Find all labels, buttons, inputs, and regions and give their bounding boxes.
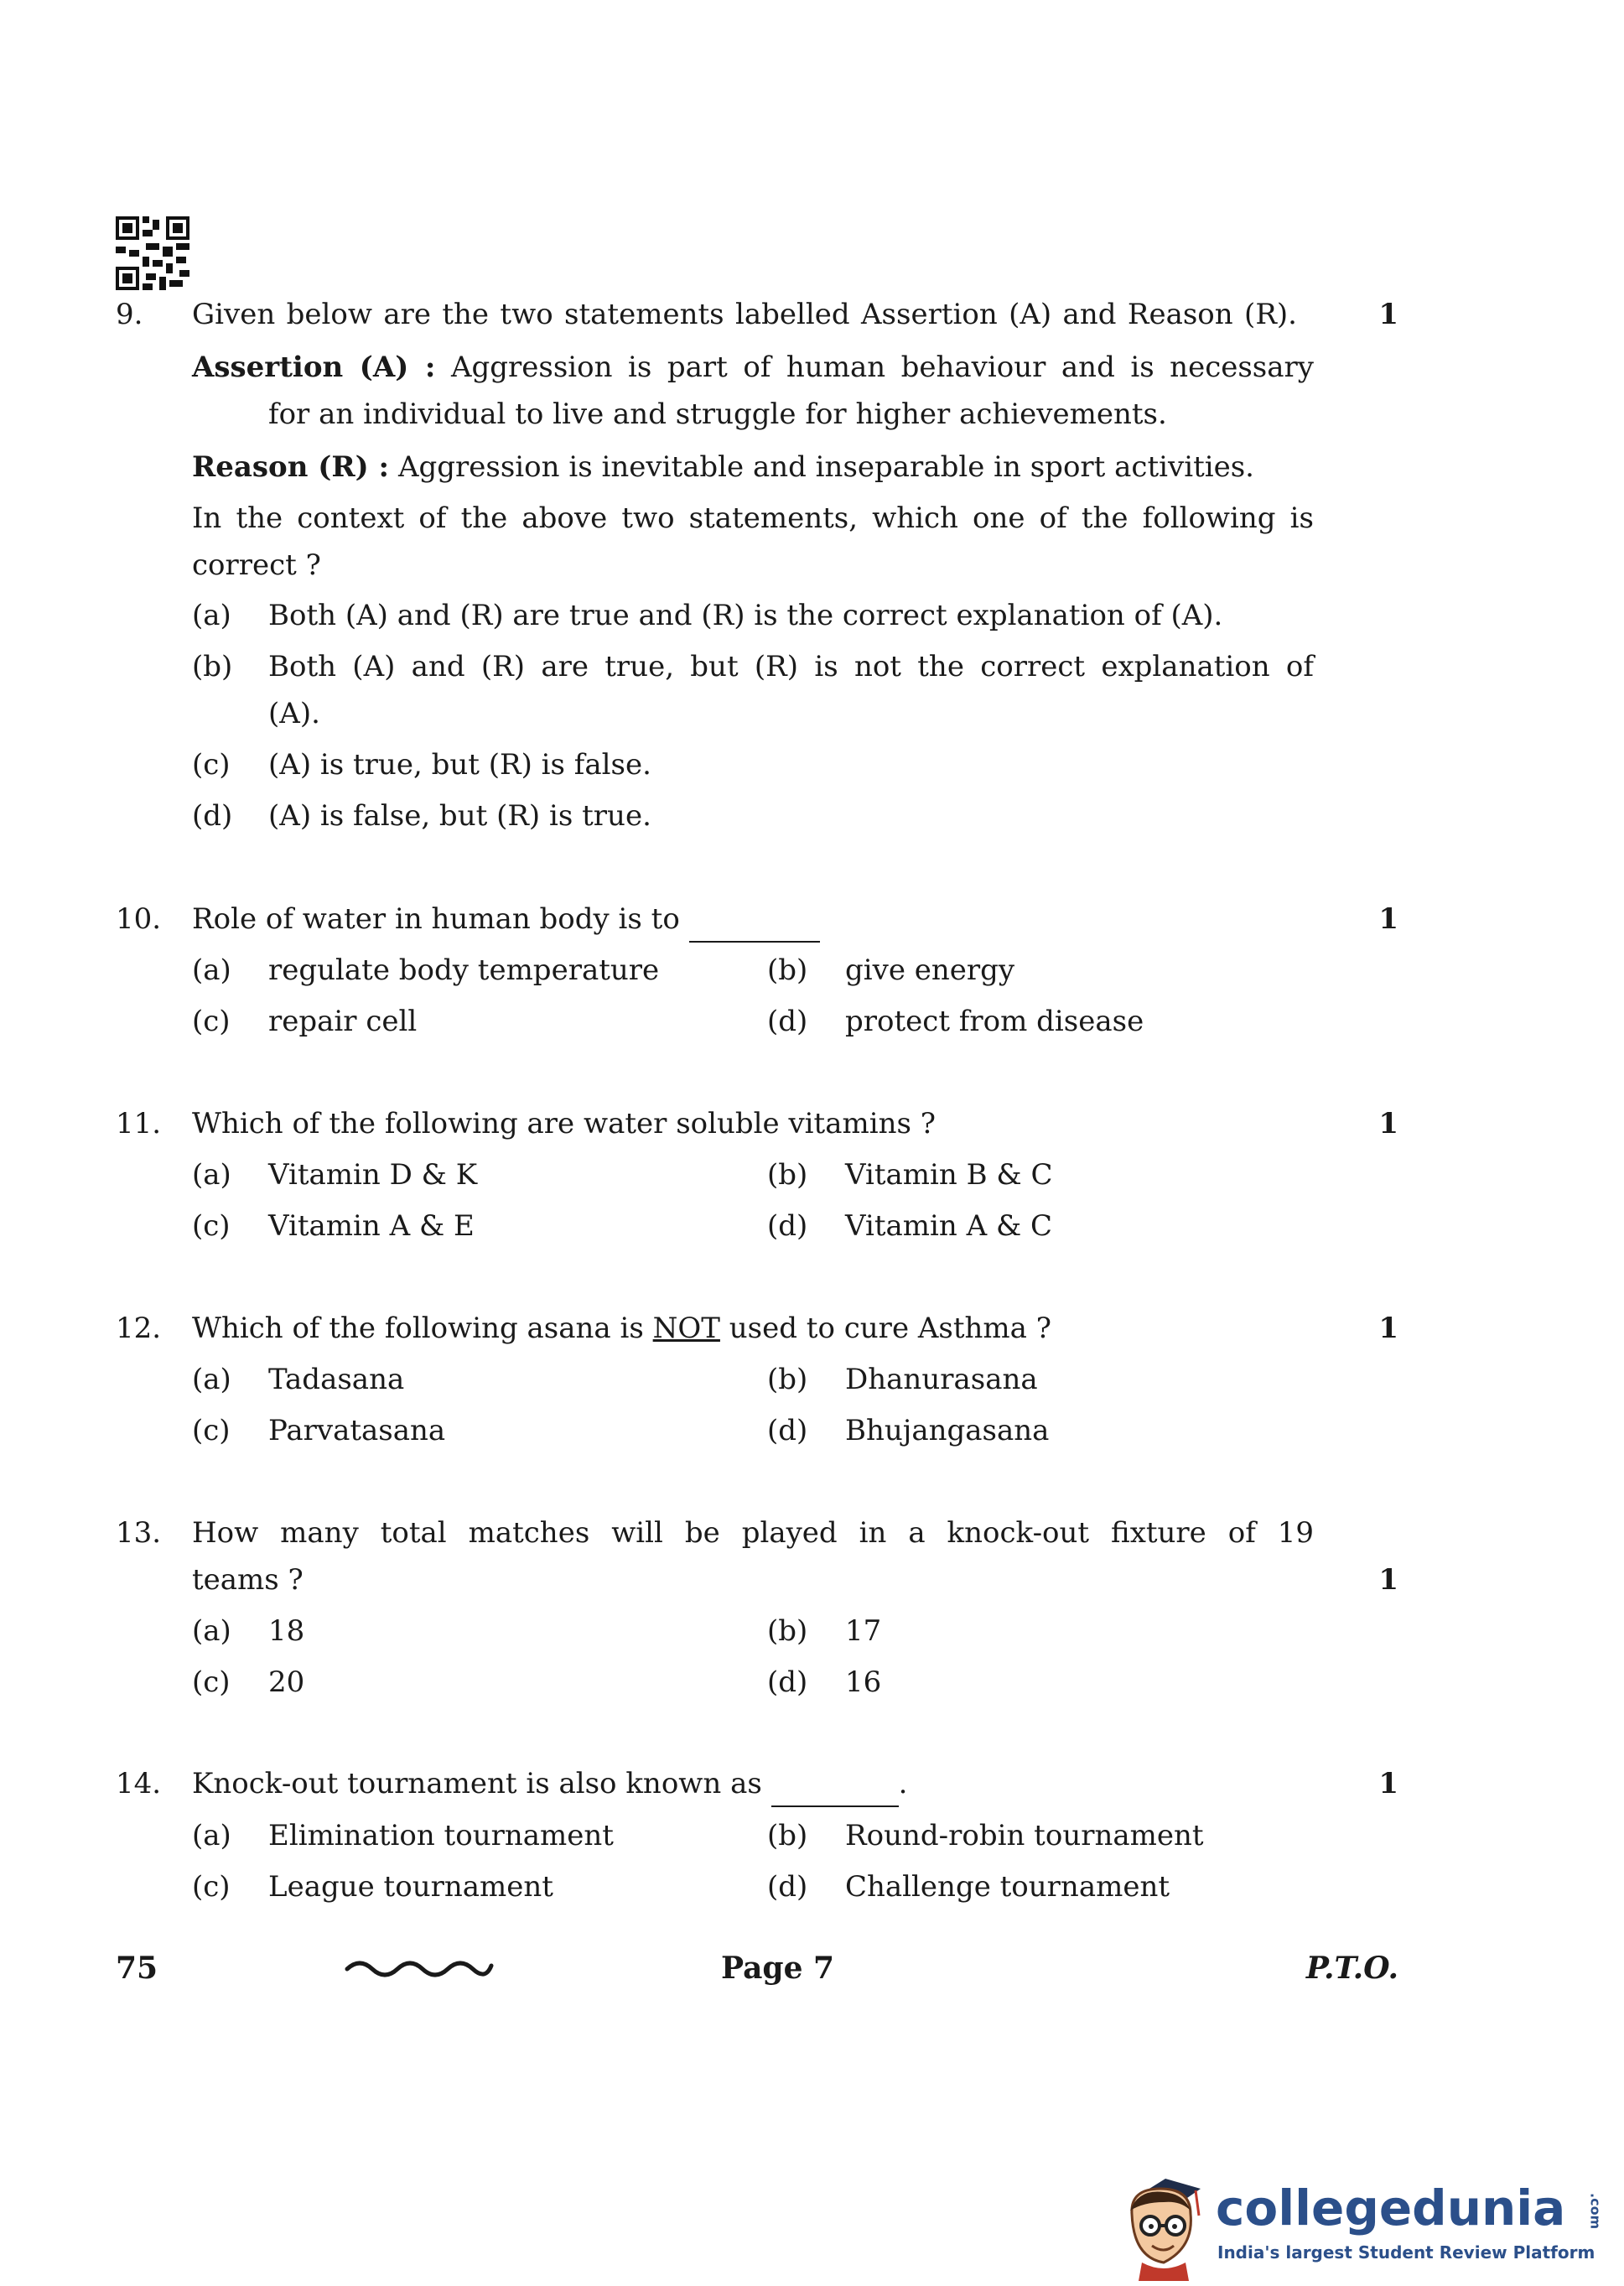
- marks: 1: [1378, 1312, 1398, 1345]
- mascot-logo-icon: [1113, 2164, 1214, 2281]
- marks: 1: [1378, 298, 1398, 331]
- option-text: League tournament: [268, 1870, 553, 1904]
- question-text-continued: teams ?: [192, 1563, 304, 1597]
- question-text: [192, 1305, 1051, 1352]
- question-number: 12.: [116, 1312, 162, 1345]
- option-label: (d): [767, 1414, 808, 1447]
- option-text: 17: [845, 1614, 882, 1648]
- reason-label: Reason (R) :: [192, 450, 390, 484]
- option-label: (b): [767, 1614, 808, 1648]
- option-text: give energy: [845, 953, 1015, 987]
- option-text: regulate body temperature: [268, 953, 660, 987]
- option-label: (d): [192, 799, 233, 833]
- question-number: 11.: [116, 1107, 162, 1140]
- option-label: (a): [192, 1614, 231, 1648]
- question-number: 9.: [116, 298, 143, 331]
- option-text: (A) is true, but (R) is false.: [268, 748, 651, 782]
- option-label: (d): [767, 1209, 808, 1243]
- option-label: (d): [767, 1005, 808, 1038]
- option-label: (b): [767, 1363, 808, 1396]
- option-text: Vitamin A & C: [845, 1209, 1053, 1243]
- option-text: Both (A) and (R) are true and (R) is the correct explanation of (A).: [268, 599, 1223, 632]
- brand-wordmark: collegedunia: [1216, 2179, 1566, 2237]
- question-number: 10.: [116, 902, 162, 936]
- marks: 1: [1378, 1767, 1398, 1800]
- wave-ornament-icon: [344, 1954, 495, 1984]
- question-line-1: In the context of the above two statements, which one of the following is: [192, 501, 1314, 535]
- option-text: protect from disease: [845, 1005, 1144, 1038]
- option-text: Dhanurasana: [845, 1363, 1038, 1396]
- question-text: Given below are the two statements labelled Assertion (A) and Reason (R).: [192, 298, 1297, 331]
- option-label: (c): [192, 1870, 231, 1904]
- question-text-end: .: [898, 1767, 908, 1800]
- option-label: (b): [192, 650, 233, 683]
- marks: 1: [1378, 1563, 1398, 1597]
- option-text: (A) is false, but (R) is true.: [268, 799, 651, 833]
- option-text: Bhujangasana: [845, 1414, 1050, 1447]
- page-number: Page 7: [721, 1951, 835, 1986]
- option-label: (c): [192, 748, 231, 782]
- option-text-continued: (A).: [268, 697, 320, 730]
- paper-code: 75: [116, 1951, 158, 1986]
- brand-suffix: .com: [1587, 2193, 1604, 2230]
- option-label: (b): [767, 1158, 808, 1192]
- option-label: (c): [192, 1005, 231, 1038]
- question-number: 13.: [116, 1516, 162, 1550]
- question-line-2: correct ?: [192, 548, 321, 582]
- question-emphasis: NOT: [652, 1312, 720, 1345]
- option-text: 16: [845, 1665, 882, 1699]
- assertion-label: Assertion (A) :: [192, 351, 436, 384]
- option-label: (b): [767, 1819, 808, 1852]
- reason-line: [192, 444, 1254, 491]
- brand-name: [1216, 2179, 1624, 2237]
- answer-blank: [771, 1772, 899, 1807]
- option-text: Vitamin D & K: [268, 1158, 478, 1192]
- brand-tagline: India's largest Student Review Platform: [1217, 2242, 1595, 2263]
- assertion-text: Aggression is part of human behaviour and is necessary: [450, 351, 1314, 384]
- option-text: 20: [268, 1665, 305, 1699]
- question-number: 14.: [116, 1767, 162, 1800]
- question-text: [192, 896, 820, 943]
- qr-code-icon: [116, 216, 189, 290]
- pto-label: P.T.O.: [1305, 1951, 1398, 1986]
- option-label: (b): [767, 953, 808, 987]
- option-label: (d): [767, 1870, 808, 1904]
- question-text: How many total matches will be played in a knock-out fixture of 19: [192, 1516, 1314, 1550]
- marks: 1: [1378, 902, 1398, 936]
- option-label: (c): [192, 1665, 231, 1699]
- marks: 1: [1378, 1107, 1398, 1140]
- option-label: (d): [767, 1665, 808, 1699]
- option-text: Elimination tournament: [268, 1819, 614, 1852]
- question-text-after: used to cure Asthma ?: [729, 1312, 1051, 1345]
- option-label: (a): [192, 599, 231, 632]
- question-text: [192, 1760, 907, 1807]
- option-text: Vitamin B & C: [845, 1158, 1053, 1192]
- option-label: (a): [192, 953, 231, 987]
- question-text: Which of the following are water soluble vitamins ?: [192, 1107, 936, 1140]
- option-text: Vitamin A & E: [268, 1209, 475, 1243]
- question-text-before: Which of the following asana is: [192, 1312, 644, 1345]
- option-label: (a): [192, 1819, 231, 1852]
- option-text: 18: [268, 1614, 305, 1648]
- option-label: (c): [192, 1414, 231, 1447]
- option-text: Both (A) and (R) are true, but (R) is not the correct explanation of: [268, 650, 1314, 683]
- option-text: Parvatasana: [268, 1414, 446, 1447]
- option-text: repair cell: [268, 1005, 418, 1038]
- assertion-line-2: for an individual to live and struggle for higher achievements.: [268, 397, 1167, 431]
- reason-text: Aggression is inevitable and inseparable in sport activities.: [397, 450, 1254, 484]
- answer-blank: [689, 907, 820, 943]
- option-label: (a): [192, 1363, 231, 1396]
- assertion-line-1: [192, 344, 1314, 391]
- option-label: (c): [192, 1209, 231, 1243]
- question-text-main: Role of water in human body is to: [192, 902, 680, 936]
- option-text: Challenge tournament: [845, 1870, 1170, 1904]
- question-text-main: Knock-out tournament is also known as: [192, 1767, 762, 1800]
- option-label: (a): [192, 1158, 231, 1192]
- option-text: Round-robin tournament: [845, 1819, 1204, 1852]
- option-text: Tadasana: [268, 1363, 405, 1396]
